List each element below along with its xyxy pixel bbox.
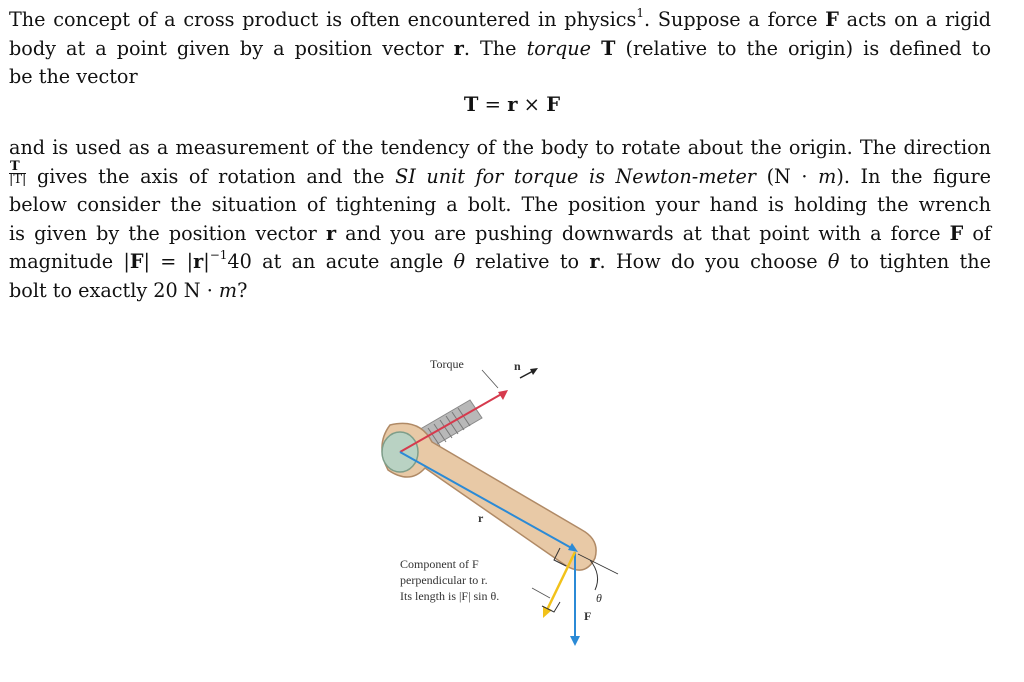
torque-label: Torque <box>430 357 464 371</box>
torque-arrow <box>400 390 508 452</box>
p1-line-2: body at a point given by a position vector r. The torque T (relative to the origin) is defined to <box>9 36 992 60</box>
wrench-torque-figure <box>370 350 630 650</box>
torque-equation: T = r × F <box>463 93 561 116</box>
p1-line-3: be the vector <box>9 65 138 89</box>
theta-label: θ <box>596 591 602 605</box>
p2-line-5: magnitude $|F| = |r|^{-1}40$ at an acute angle θ relative to r. How do you choose θ to tighten the <box>9 247 991 274</box>
component-label-line2: perpendicular to r. <box>400 573 488 587</box>
normal-n-arrow <box>520 368 538 378</box>
r-label: r <box>478 511 484 525</box>
p2-line-2: $\frac{T}{|T|}$ gives the axis of rotation and the SI unit for torque is Newton-meter (N · m). In the figure <box>9 159 991 188</box>
wrench <box>382 423 596 570</box>
paragraph-cross-product-intro <box>9 6 991 92</box>
p2-line-6: bolt to exactly 20 N · m? <box>9 278 248 302</box>
p2-line-4: is given by the position vector r and you are pushing downwards at that point with a force F of <box>9 221 991 245</box>
n-label: n <box>514 359 521 373</box>
p2-line-1: and is used as a measurement of the tendency of the body to rotate about the origin. The direction <box>9 136 991 159</box>
component-label-line3: Its length is |F| sin θ. <box>400 589 500 603</box>
unit-direction-fraction: $\frac{T}{|T|}$ <box>9 159 27 188</box>
footnote-mark[interactable]: 1 <box>636 5 644 20</box>
p1-line-1: The concept of a cross product is often encountered in physics$^1$. Suppose a force F acts on a rigid <box>9 5 992 31</box>
component-label-line1: Component of F <box>400 557 479 571</box>
p2-line-3: below consider the situation of tightening a bolt. The position your hand is holding the wrench <box>9 193 991 217</box>
paragraph-torque-problem <box>9 134 991 306</box>
position-vector-r-arrow <box>400 452 578 552</box>
F-label: F <box>584 609 592 623</box>
